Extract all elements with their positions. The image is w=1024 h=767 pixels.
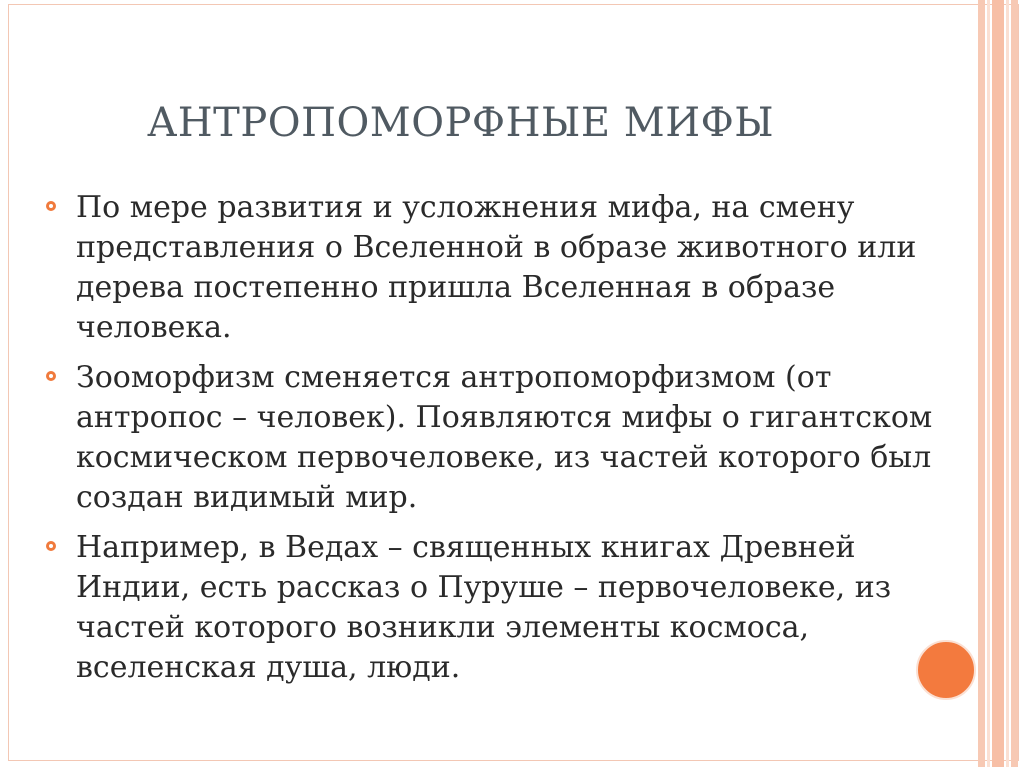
decor-stripe <box>978 0 985 767</box>
decor-stripe <box>987 0 990 767</box>
slide-title: АНТРОПОМОРФНЫЕ МИФЫ <box>147 100 775 146</box>
bullet-text: По мере развития и усложнения мифа, на смену представления о Вселенной в образе животного или дерева постепенно пришла Вселенная в образе человека. <box>76 190 917 345</box>
ring-bullet-icon <box>46 541 56 551</box>
decor-stripe <box>1006 0 1009 767</box>
ring-bullet-icon <box>46 371 56 381</box>
ring-bullet-icon <box>46 201 56 211</box>
bullet-text: Зооморфизм сменяется антропоморфизмом (от антропос – человек). Появляются мифы о гигантском космическом первочеловеке, из частей которого был создан видимый мир. <box>76 360 933 515</box>
bullet-item <box>44 358 964 518</box>
bullet-list <box>44 188 964 698</box>
bullet-item <box>44 528 964 688</box>
decor-stripe <box>992 0 1004 767</box>
bullet-text: Например, в Ведах – священных книгах Древней Индии, есть рассказ о Пуруше – первочеловеке, из частей которого возникли элементы космоса, вселенская душа, люди. <box>76 530 892 685</box>
bullet-item <box>44 188 964 348</box>
orange-circle-icon <box>916 640 976 700</box>
decor-stripe <box>1011 0 1018 767</box>
